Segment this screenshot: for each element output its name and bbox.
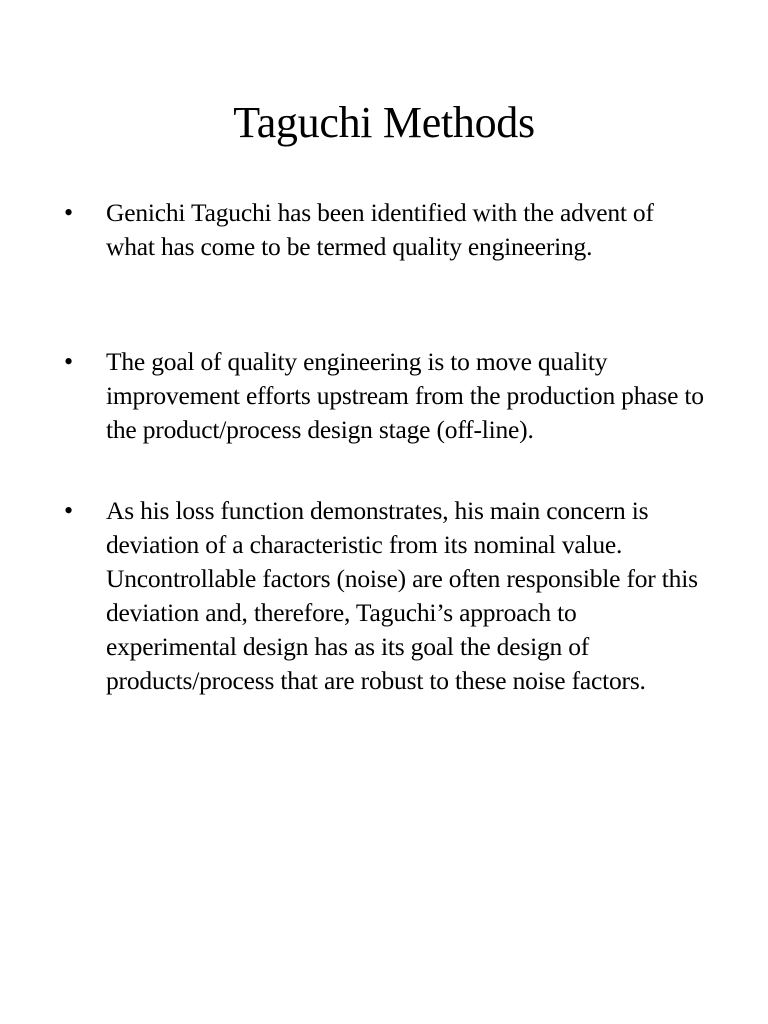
bullet-dot-icon: •	[64, 496, 74, 525]
bullet-text: The goal of quality engineering is to move quality improvement efforts upstream from the production phase to the product/process design stage (off-line).	[106, 347, 704, 444]
bullet-dot-icon: •	[64, 198, 74, 227]
bullet-dot-icon: •	[64, 347, 74, 376]
bullet-text: Genichi Taguchi has been identified with the advent of what has come to be termed quality engineering.	[106, 198, 654, 261]
bullet-text: As his loss function demonstrates, his main concern is deviation of a characteristic from its nominal value. Uncontrollable factors (noise) are often responsible for this deviation and, therefore, Taguchi’s approach to experimental design has as its goal the design of products/process that are robust to these noise factors.	[106, 496, 698, 695]
slide-title: Taguchi Methods	[233, 98, 535, 147]
